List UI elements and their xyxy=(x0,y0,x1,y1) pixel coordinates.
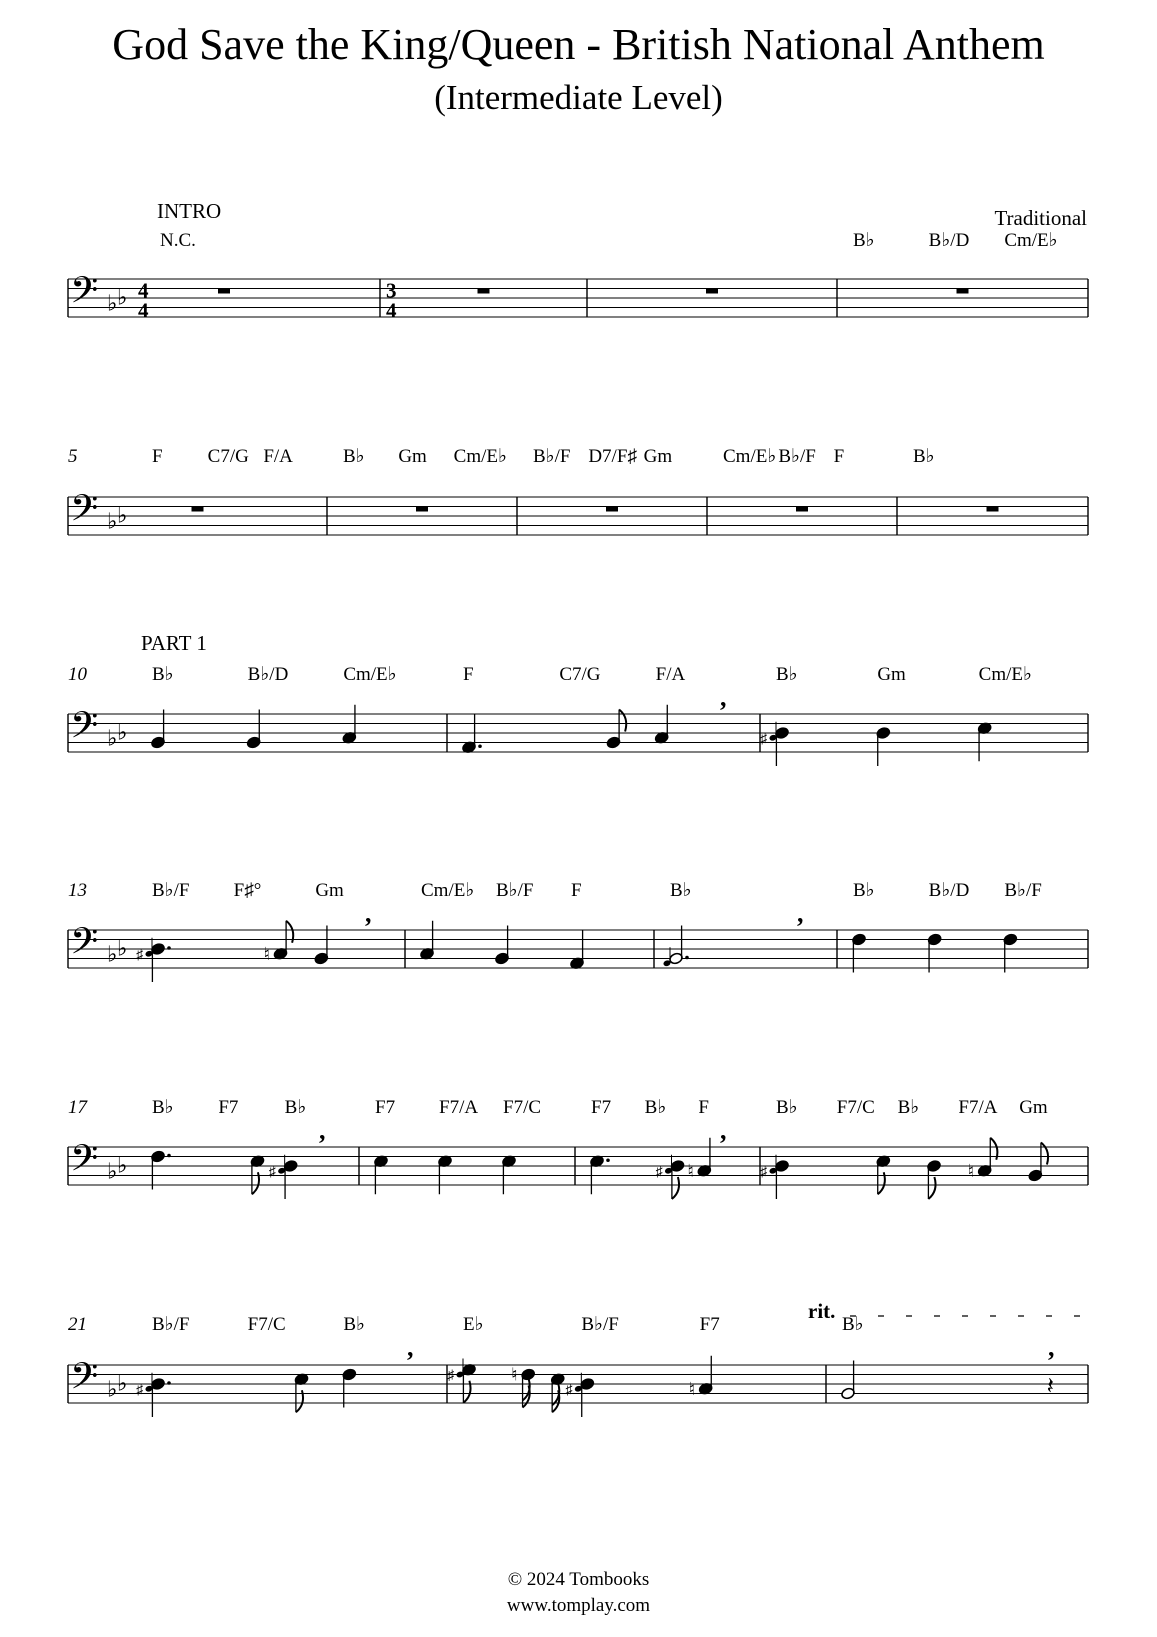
breath-mark: , xyxy=(365,899,372,928)
chord-symbol: B♭ xyxy=(670,880,692,901)
whole-rest xyxy=(957,289,969,294)
chord-symbol: B♭ xyxy=(644,1097,667,1118)
chord-symbol: Cm/E♭ xyxy=(978,664,1032,685)
flag xyxy=(1041,1143,1048,1165)
website: www.tomplay.com xyxy=(506,1595,651,1616)
chord-symbol: B♭ xyxy=(853,230,875,251)
chord-symbol: F7 xyxy=(591,1097,612,1118)
flag xyxy=(672,1177,679,1199)
chord-symbol: F7/A xyxy=(958,1097,998,1118)
whole-rest xyxy=(478,289,490,294)
breath-mark: , xyxy=(407,1333,414,1362)
chord-symbol: B♭/F xyxy=(152,1314,190,1335)
key-flat: ♭ xyxy=(107,725,118,751)
chord-symbol: F xyxy=(571,880,582,901)
accidental: ♮ xyxy=(511,1364,518,1385)
key-flat: ♭ xyxy=(117,935,128,961)
chord-symbol: B♭/F xyxy=(533,446,571,467)
measure-number: 5 xyxy=(68,446,78,467)
time-signature-numerator: 4 xyxy=(138,278,149,303)
chord-symbol: B♭/F xyxy=(496,880,534,901)
chord-symbol: B♭/F xyxy=(581,1314,619,1335)
augmentation-dot xyxy=(478,744,482,748)
chord-symbol: F7 xyxy=(375,1097,396,1118)
chord-symbol: Cm/E♭ xyxy=(421,880,475,901)
chord-symbol: F xyxy=(833,446,845,467)
chord-symbol: F xyxy=(463,664,474,685)
staff-system xyxy=(68,705,1088,766)
staff-system xyxy=(68,279,1088,317)
chord-symbol: B♭ xyxy=(897,1097,920,1118)
bass-clef-icon: 𝄢 xyxy=(70,1138,99,1188)
time-signature-denominator: 4 xyxy=(386,298,397,323)
bass-clef-icon: 𝄢 xyxy=(70,1356,99,1406)
chord-symbol: C7/G xyxy=(559,664,601,685)
chord-symbol: B♭/F xyxy=(1004,880,1042,901)
key-flat: ♭ xyxy=(107,290,118,316)
whole-rest xyxy=(796,507,808,512)
copyright: © 2024 Tombooks xyxy=(507,1569,650,1590)
time-signature-numerator: 3 xyxy=(386,278,397,303)
accidental: ♯ xyxy=(136,947,143,963)
measure-number: 17 xyxy=(68,1097,87,1118)
whole-rest xyxy=(192,507,204,512)
tempo-mark: rit. xyxy=(808,1299,836,1323)
chord-symbol: Cm/E♭ xyxy=(723,446,777,467)
bass-clef-icon: 𝄢 xyxy=(70,921,99,971)
whole-rest xyxy=(706,289,718,294)
accidental: ♮ xyxy=(967,1160,975,1181)
chord-symbol: N.C. xyxy=(160,230,196,251)
staff-system xyxy=(68,497,1088,535)
chord-symbol: F7/A xyxy=(439,1097,479,1118)
chord-symbol: F7/C xyxy=(836,1097,875,1118)
chord-symbol: B♭ xyxy=(913,446,935,467)
chord-symbol: B♭ xyxy=(343,1314,365,1335)
accidental: ♮ xyxy=(263,943,270,964)
chord-symbol: Gm xyxy=(315,880,344,901)
chord-symbol: B♭ xyxy=(343,446,365,467)
breath-mark: , xyxy=(720,1116,727,1145)
chord-symbol: F xyxy=(152,446,163,467)
chord-symbol: B♭/D xyxy=(928,230,970,251)
chord-symbol: B♭/F xyxy=(152,880,190,901)
chord-symbol: B♭/F xyxy=(778,446,816,467)
chord-symbol: C7/G xyxy=(207,446,249,467)
time-signature-denominator: 4 xyxy=(138,298,149,323)
breath-mark: , xyxy=(797,899,804,928)
key-flat: ♭ xyxy=(107,508,118,534)
whole-rest xyxy=(987,507,999,512)
chord-symbol: F♯° xyxy=(233,880,262,901)
bass-clef-icon: 𝄢 xyxy=(70,488,99,538)
whole-rest xyxy=(606,507,618,512)
augmentation-dot xyxy=(167,946,171,950)
chord-symbol: E♭ xyxy=(463,1314,484,1335)
chord-symbol: B♭/D xyxy=(928,880,970,901)
key-flat: ♭ xyxy=(117,502,128,528)
chord-symbol: Gm xyxy=(643,446,673,467)
accidental: ♯ xyxy=(760,1164,767,1180)
section-label: INTRO xyxy=(157,199,222,223)
chord-symbol: D7/F♯ xyxy=(588,446,637,467)
key-flat: ♭ xyxy=(117,1370,128,1396)
breath-mark: , xyxy=(319,1116,326,1145)
whole-rest xyxy=(218,289,230,294)
accidental: ♯ xyxy=(565,1382,573,1398)
flag xyxy=(928,1177,935,1199)
chord-symbol: Cm/E♭ xyxy=(453,446,507,467)
key-flat: ♭ xyxy=(117,284,128,310)
chord-symbol: F xyxy=(698,1097,709,1118)
chord-symbol: F7 xyxy=(218,1097,239,1118)
accidental: ♮ xyxy=(688,1378,696,1399)
chord-symbol: B♭ xyxy=(842,1314,864,1335)
chord-symbol: B♭ xyxy=(152,664,174,685)
chord-symbol: F7 xyxy=(699,1314,720,1335)
measure-number: 13 xyxy=(68,880,87,901)
flag xyxy=(619,710,626,732)
chord-symbol: B♭ xyxy=(776,1097,798,1118)
measure-number: 10 xyxy=(68,664,87,685)
breath-mark: , xyxy=(720,683,727,712)
breath-mark: , xyxy=(1048,1333,1055,1362)
page-subtitle: (Intermediate Level) xyxy=(434,78,723,117)
staff-system xyxy=(68,1356,1088,1417)
key-flat: ♭ xyxy=(107,1158,118,1184)
chord-symbol: B♭ xyxy=(284,1097,307,1118)
chord-symbol: Gm xyxy=(398,446,427,467)
key-flat: ♭ xyxy=(107,941,118,967)
chord-symbol: F7/C xyxy=(503,1097,542,1118)
augmentation-dot xyxy=(167,1154,171,1158)
key-flat: ♭ xyxy=(117,719,128,745)
accidental: ♮ xyxy=(687,1160,694,1181)
chord-symbol: B♭ xyxy=(853,880,875,901)
accidental: ♯ xyxy=(447,1368,454,1384)
key-flat: ♭ xyxy=(117,1152,128,1178)
page-title: God Save the King/Queen - British National Anthem xyxy=(112,20,1045,69)
staff-system xyxy=(68,1138,1088,1199)
chord-symbol: B♭/D xyxy=(247,664,289,685)
chord-symbol: B♭ xyxy=(776,664,798,685)
chord-symbol: F7/C xyxy=(247,1314,286,1335)
section-label: PART 1 xyxy=(141,631,207,655)
accidental: ♯ xyxy=(655,1164,663,1180)
augmentation-dot xyxy=(685,956,689,960)
augmentation-dot xyxy=(167,1381,171,1385)
quarter-rest: 𝄽 xyxy=(1046,1373,1055,1400)
whole-rest xyxy=(416,507,428,512)
measure-number: 21 xyxy=(68,1314,87,1335)
accidental: ♯ xyxy=(760,731,767,747)
chord-symbol: F/A xyxy=(263,446,293,467)
composer-credit: Traditional xyxy=(994,206,1087,230)
chord-symbol: F/A xyxy=(655,664,686,685)
chord-symbol: Gm xyxy=(1019,1097,1048,1118)
accidental: ♯ xyxy=(136,1382,143,1398)
chord-symbol: B♭ xyxy=(152,1097,174,1118)
augmentation-dot xyxy=(606,1158,610,1162)
staff-system xyxy=(68,921,1088,982)
chord-symbol: Cm/E♭ xyxy=(1004,230,1058,251)
bass-clef-icon: 𝄢 xyxy=(70,705,99,755)
key-flat: ♭ xyxy=(107,1376,118,1402)
bass-clef-icon: 𝄢 xyxy=(70,270,99,320)
chord-symbol: Gm xyxy=(877,664,906,685)
accidental: ♯ xyxy=(268,1164,276,1180)
chord-symbol: Cm/E♭ xyxy=(343,664,397,685)
